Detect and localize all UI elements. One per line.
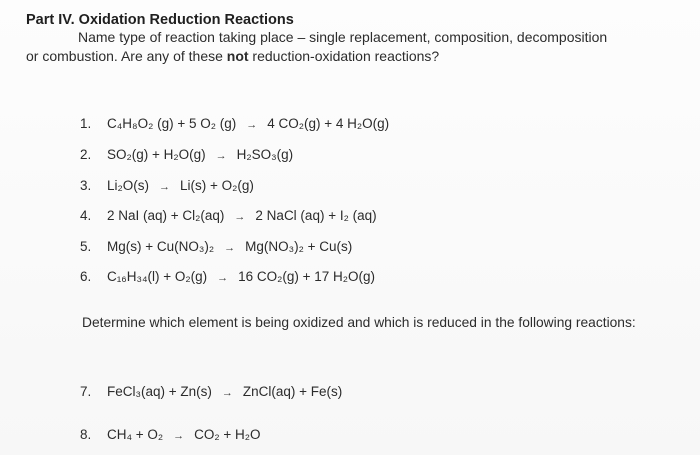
reaction-number: 7. [80, 384, 92, 399]
reactants: Li₂O(s) [107, 178, 149, 193]
part-title: Part IV. Oxidation Reduction Reactions [26, 12, 294, 28]
reactants: CH₄ + O₂ [107, 427, 164, 442]
products: CO₂ + H₂O [194, 427, 261, 442]
products: ZnCl(aq) + Fe(s) [242, 384, 343, 399]
reaction-number: 2. [80, 147, 92, 162]
reactants: 2 NaI (aq) + Cl₂(aq) [107, 208, 225, 223]
products: 2 NaCl (aq) + I₂ (aq) [255, 208, 377, 223]
products: 16 CO₂(g) + 17 H₂O(g) [238, 269, 376, 284]
reaction-number: 6. [80, 269, 92, 284]
redox-question: Determine which element is being oxidized and which is reduced in the following reactions: [82, 315, 636, 330]
arrow-icon: → [173, 430, 185, 442]
products: H₂SO₃(g) [236, 147, 294, 162]
reactants: C₄H₈O₂ (g) + 5 O₂ (g) [107, 116, 237, 131]
reactants: FeCl₃(aq) + Zn(s) [107, 384, 212, 399]
instructions-line-1: Name type of reaction taking place – single replacement, composition, decomposition [78, 29, 608, 45]
products: Mg(NO₃)₂ + Cu(s) [245, 239, 353, 254]
arrow-icon: → [234, 211, 246, 223]
arrow-icon: → [224, 242, 236, 254]
instructions-line-2-start: or combustion. Are any of these [26, 48, 227, 64]
products: 4 CO₂(g) + 4 H₂O(g) [267, 116, 390, 131]
arrow-icon: → [159, 181, 170, 193]
reactants: Mg(s) + Cu(NO₃)₂ [107, 239, 215, 254]
reactants: C₁₆H₃₄(l) + O₂(g) [107, 269, 208, 284]
arrow-icon: → [217, 272, 229, 284]
instructions-line-2-end: reduction-oxidation reactions? [248, 48, 440, 64]
reaction-number: 4. [80, 208, 92, 223]
reaction-number: 1. [80, 116, 92, 131]
arrow-icon: → [221, 387, 233, 399]
arrow-icon: → [246, 119, 258, 131]
instructions-emphasis: not [226, 48, 249, 64]
reaction-number: 5. [80, 239, 92, 254]
products: Li(s) + O₂(g) [180, 178, 254, 193]
reaction-number: 8. [80, 427, 92, 442]
instructions [26, 28, 676, 66]
arrow-icon: → [215, 150, 227, 162]
reaction-number: 3. [80, 178, 92, 193]
instructions-line-2 [26, 47, 676, 66]
reactants: SO₂(g) + H₂O(g) [107, 147, 206, 162]
